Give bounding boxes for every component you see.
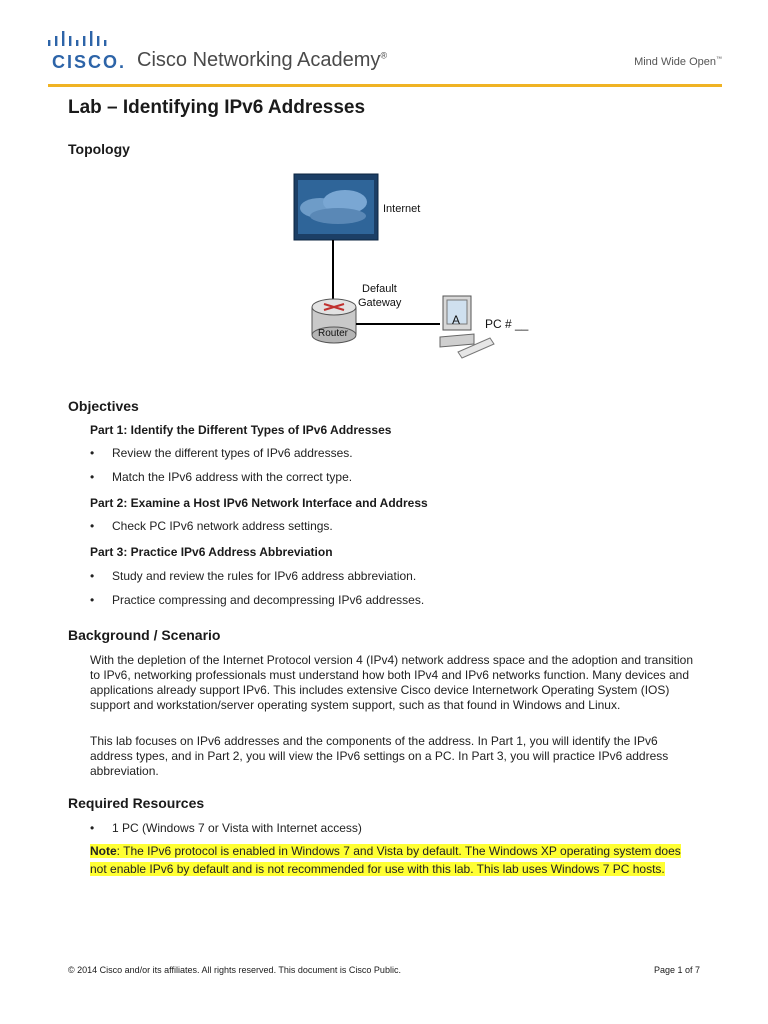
list-item: • Match the IPv6 address with the correct type.: [90, 470, 353, 484]
list-item-text: Check PC IPv6 network address settings.: [112, 519, 333, 533]
internet-label: Internet: [383, 203, 421, 215]
academy-name-text: Cisco Networking Academy: [137, 49, 381, 71]
pc-label: PC # __: [485, 317, 529, 331]
objectives-heading: Objectives: [68, 398, 139, 414]
trademark: ™: [716, 56, 722, 63]
registered-mark: ®: [380, 50, 388, 61]
tagline-text: Mind Wide Open: [634, 56, 716, 68]
footer-page-number: Page 1 of 7: [653, 965, 700, 975]
background-heading: Background / Scenario: [68, 627, 221, 643]
part2-title: Part 2: Examine a Host IPv6 Network Interface and Address: [90, 496, 428, 510]
topology-diagram: [290, 172, 530, 364]
cisco-logo-bars-icon: [48, 30, 118, 50]
tagline: [634, 56, 722, 68]
page-header: [0, 0, 768, 90]
note-label: Note: [90, 844, 117, 858]
list-item: • 1 PC (Windows 7 or Vista with Internet access): [90, 821, 362, 835]
resources-heading: Required Resources: [68, 795, 205, 811]
background-paragraph-1: With the depletion of the Internet Protocol version 4 (IPv4) network address space and the adoption and transition to IPv6, networking professionals must understand how both IPv4 and IPv6 networks function. Many devices and applications already support IPv6. This includes extensive Cisco device Internetwork Operating System (IOS) support and workstation/server operating system support, such as that found in Windows and Linux.: [90, 653, 694, 712]
cisco-wordmark: CISCO.: [52, 52, 127, 72]
note-box: [90, 842, 696, 878]
list-item: • Study and review the rules for IPv6 address abbreviation.: [90, 569, 417, 583]
list-item-text: Match the IPv6 address with the correct type.: [112, 470, 353, 484]
list-item-text: 1 PC (Windows 7 or Vista with Internet access): [112, 821, 362, 835]
footer-copyright: © 2014 Cisco and/or its affiliates. All rights reserved. This document is Cisco Public.: [68, 965, 401, 975]
list-item-text: Study and review the rules for IPv6 address abbreviation.: [112, 569, 417, 583]
academy-name: [137, 49, 387, 72]
list-item: • Check PC IPv6 network address settings.: [90, 519, 333, 533]
list-item-text: Practice compressing and decompressing IPv6 addresses.: [112, 593, 425, 607]
note-highlight: [90, 844, 681, 876]
gateway-label-line1: Default: [362, 283, 397, 295]
note-text: : The IPv6 protocol is enabled in Windows 7 and Vista by default. The Windows XP operating system does not enable IPv6 by default and is not recommended for use with this lab. This lab uses Windows 7 PC hosts.: [90, 844, 681, 876]
gateway-label-line2: Gateway: [358, 297, 402, 309]
pc-badge: A: [452, 313, 461, 327]
header-rule: [48, 84, 722, 87]
list-item: • Review the different types of IPv6 addresses.: [90, 446, 353, 460]
background-paragraph-2: This lab focuses on IPv6 addresses and the components of the address. In Part 1, you will identify the IPv6 address types, and in Part 2, you will view the IPv6 settings on a PC. In Part 3, you will practice IPv6 address abbreviation.: [90, 734, 669, 778]
list-item-text: Review the different types of IPv6 addresses.: [112, 446, 353, 460]
part1-title: Part 1: Identify the Different Types of IPv6 Addresses: [90, 423, 392, 437]
router-label: Router: [318, 328, 349, 339]
page-title: Lab – Identifying IPv6 Addresses: [68, 97, 366, 118]
list-item: • Practice compressing and decompressing IPv6 addresses.: [90, 593, 425, 607]
part3-title: Part 3: Practice IPv6 Address Abbreviation: [90, 545, 333, 559]
topology-heading: Topology: [68, 141, 130, 157]
